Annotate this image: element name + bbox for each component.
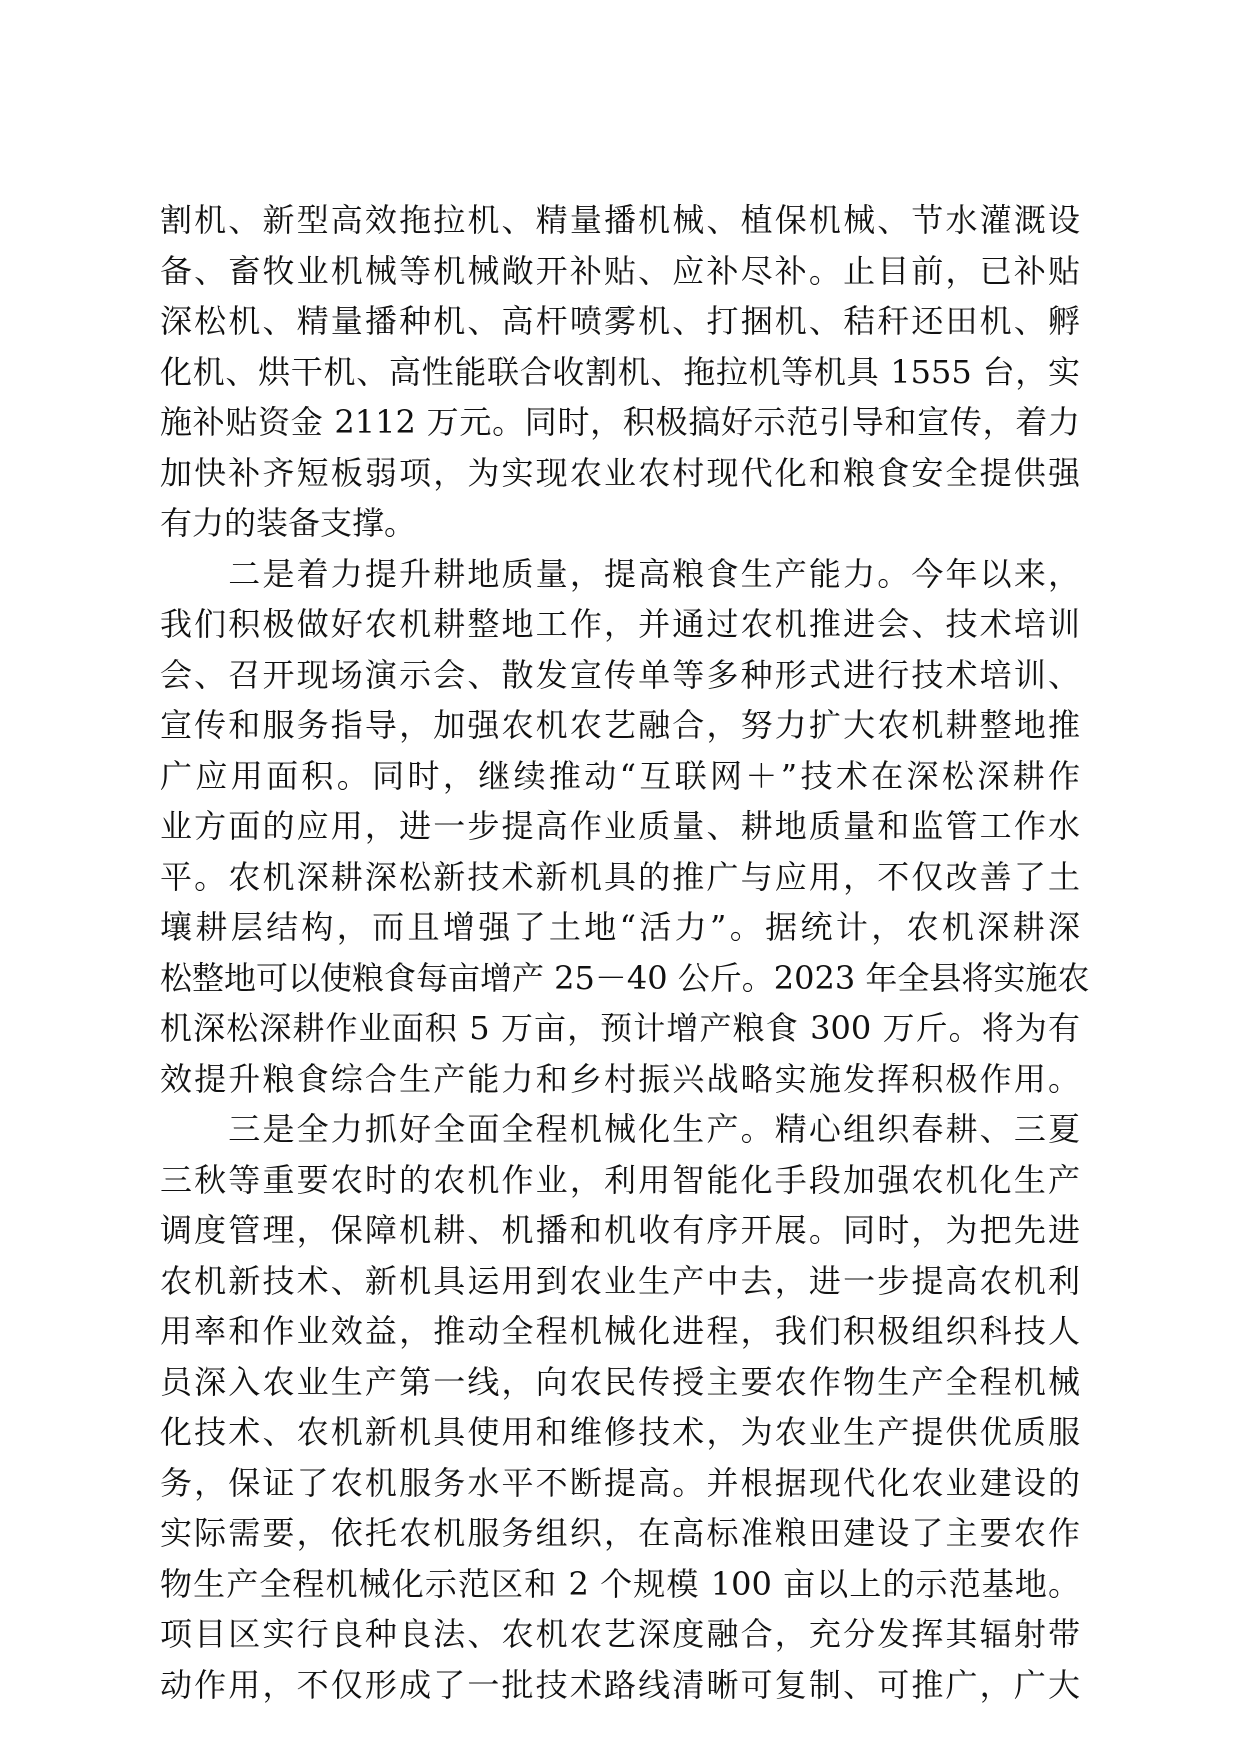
text-line: 松整地可以使粮食每亩增产 25－40 公斤。2023 年全县将实施农 [160,958,1090,997]
document-body [160,195,1090,1710]
text-line: 员深入农业生产第一线，向农民传授主要农作物生产全程机械 [160,1362,1080,1401]
text-line: 施补贴资金 2112 万元。同时，积极搞好示范引导和宣传，着力 [160,403,1080,441]
paragraph-start-line: 二是着力提升耕地质量，提高粮食生产能力。今年以来， [160,554,1080,593]
text-line: 广应用面积。同时，继续推动“互联网＋”技术在深松深耕作 [160,756,1080,795]
text-line: 割机、新型高效拖拉机、精量播机械、植保机械、节水灌溉设 [160,201,1080,239]
text-line: 机深松深耕作业面积 5 万亩，预计增产粮食 300 万斤。将为有 [160,1009,1080,1047]
text-line: 我们积极做好农机耕整地工作，并通过农机推进会、技术培训 [160,605,1080,643]
text-line: 深松机、精量播种机、高杆喷雾机、打捆机、秸秆还田机、孵 [160,302,1080,340]
text-line: 宣传和服务指导，加强农机农艺融合，努力扩大农机耕整地推 [160,706,1080,744]
text-line: 务，保证了农机服务水平不断提高。并根据现代化农业建设的 [160,1463,1080,1502]
text-line: 业方面的应用，进一步提高作业质量、耕地质量和监管工作水 [160,807,1080,845]
text-line: 用率和作业效益，推动全程机械化进程，我们积极组织科技人 [160,1312,1080,1350]
paragraph-end-line: 有力的装备支撑。 [160,504,417,542]
text-line: 物生产全程机械化示范区和 2 个规模 100 亩以上的示范基地。 [160,1564,1080,1603]
text-line: 实际需要，依托农机服务组织，在高标准粮田建设了主要农作 [160,1514,1080,1552]
text-line: 备、畜牧业机械等机械敞开补贴、应补尽补。止目前，已补贴 [160,251,1080,290]
text-line: 三秋等重要农时的农机作业，利用智能化手段加强农机化生产 [160,1160,1080,1199]
text-line: 化机、烘干机、高性能联合收割机、拖拉机等机具 1555 台，实 [160,352,1080,391]
text-line: 加快补齐短板弱项，为实现农业农村现代化和粮食安全提供强 [160,453,1080,492]
text-line: 壤耕层结构，而且增强了土地“活力”。据统计，农机深耕深 [160,908,1080,946]
paragraph-end-line: 效提升粮食综合生产能力和乡村振兴战略实施发挥积极作用。 [160,1059,1080,1098]
text-line: 动作用，不仅形成了一批技术路线清晰可复制、可推广，广大 [160,1665,1080,1704]
text-line: 调度管理，保障机耕、机播和机收有序开展。同时，为把先进 [160,1211,1080,1249]
text-line: 农机新技术、新机具运用到农业生产中去，进一步提高农机利 [160,1261,1080,1300]
text-line: 化技术、农机新机具使用和维修技术，为农业生产提供优质服 [160,1413,1080,1451]
text-line: 会、召开现场演示会、散发宣传单等多种形式进行技术培训、 [160,655,1080,694]
text-line: 平。农机深耕深松新技术新机具的推广与应用，不仅改善了土 [160,857,1080,896]
text-line: 项目区实行良种良法、农机农艺深度融合，充分发挥其辐射带 [160,1615,1080,1653]
paragraph-start-line: 三是全力抓好全面全程机械化生产。精心组织春耕、三夏 [160,1110,1080,1148]
